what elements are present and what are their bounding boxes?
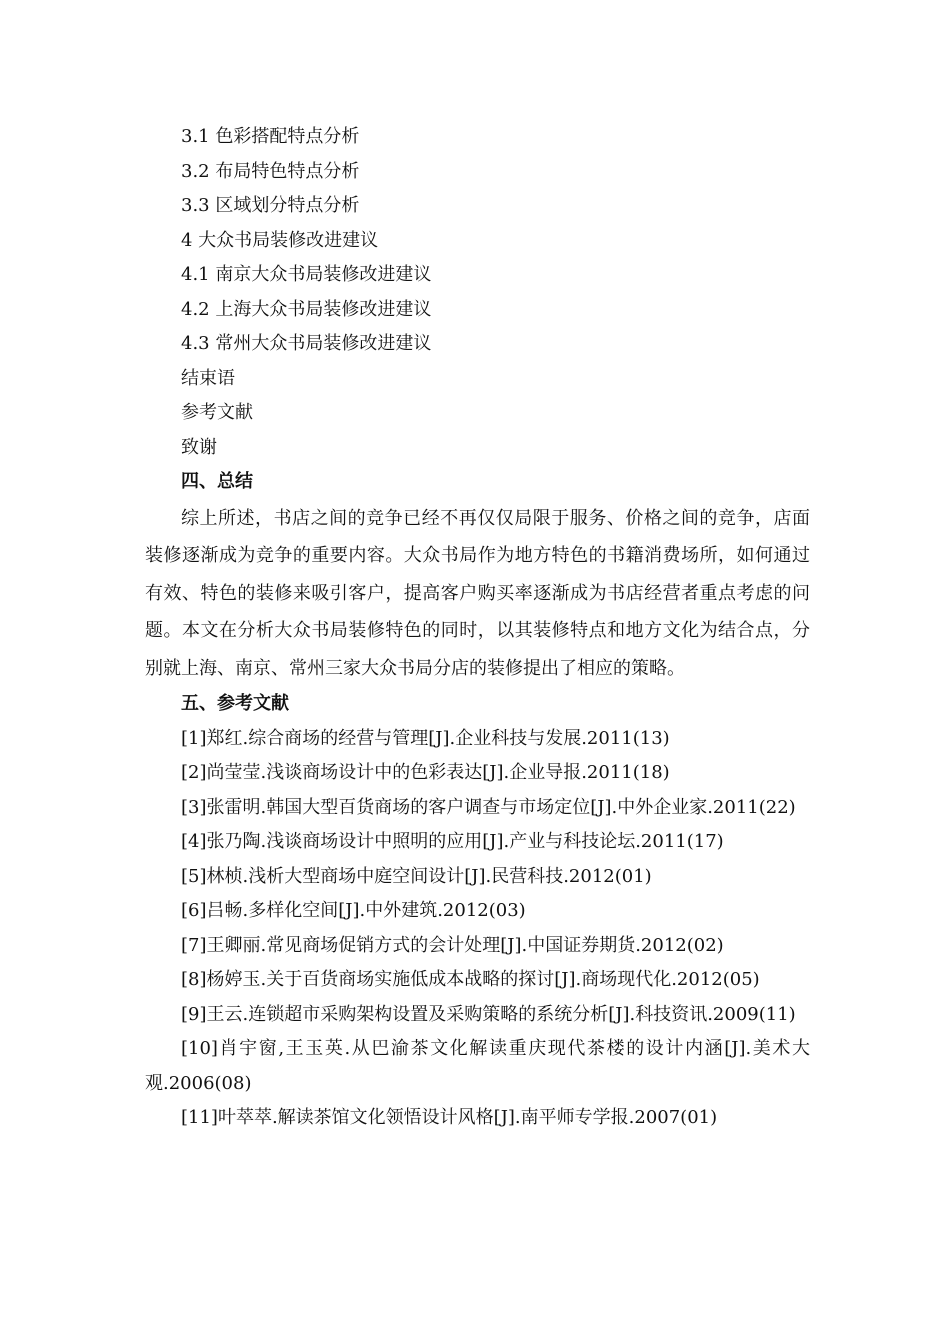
- toc-item-4-1: 4.1 南京大众书局装修改进建议: [181, 264, 432, 285]
- reference-item: [7]王卿丽.常见商场促销方式的会计处理[J].中国证券期货.2012(02): [181, 934, 724, 956]
- reference-item: [1]郑红.综合商场的经营与管理[J].企业科技与发展.2011(13): [181, 727, 670, 749]
- toc-item-4-2: 4.2 上海大众书局装修改进建议: [181, 298, 432, 320]
- reference-item: [6]吕畅.多样化空间[J].中外建筑.2012(03): [181, 900, 526, 921]
- document-page: [145, 120, 810, 1136]
- toc-item-4-3: 4.3 常州大众书局装修改进建议: [181, 333, 432, 354]
- toc-item-3-1: 3.1 色彩搭配特点分析: [181, 126, 360, 147]
- toc-item-conclusion: 结束语: [181, 367, 235, 389]
- toc-item-references: 参考文献: [181, 402, 253, 423]
- toc-item-4: 4 大众书局装修改进建议: [181, 229, 379, 251]
- reference-item: [9]王云.连锁超市采购架构设置及采购策略的系统分析[J].科技资讯.2009(11): [181, 1003, 796, 1025]
- reference-item: [11]叶萃萃.解读茶馆文化领悟设计风格[J].南平师专学报.2007(01): [181, 1107, 718, 1128]
- toc-item-acknowledgements: 致谢: [181, 436, 217, 458]
- reference-list: [145, 722, 810, 1136]
- reference-item: [10]肖宇窗,王玉英.从巴渝茶文化解读重庆现代茶楼的设计内涵[J].美术大观.2006(08): [145, 1038, 810, 1094]
- summary-heading: 四、总结: [181, 471, 253, 492]
- reference-item: [5]林桢.浅析大型商场中庭空间设计[J].民营科技.2012(01): [181, 865, 652, 887]
- references-heading: 五、参考文献: [181, 693, 289, 714]
- toc-item-3-2: 3.2 布局特色特点分析: [181, 160, 360, 182]
- toc-item-3-3: 3.3 区域划分特点分析: [181, 195, 360, 216]
- reference-item: [2]尚莹莹.浅谈商场设计中的色彩表达[J].企业导报.2011(18): [181, 762, 670, 783]
- reference-item: [3]张雷明.韩国大型百货商场的客户调查与市场定位[J].中外企业家.2011(22): [181, 796, 796, 818]
- reference-item: [8]杨婷玉.关于百货商场实施低成本战略的探讨[J].商场现代化.2012(05): [181, 969, 760, 990]
- reference-item: [4]张乃陶.浅谈商场设计中照明的应用[J].产业与科技论坛.2011(17): [181, 831, 724, 852]
- table-of-contents: [145, 120, 810, 465]
- summary-paragraph: 综上所述，书店之间的竞争已经不再仅仅局限于服务、价格之间的竞争，店面装修逐渐成为竞争的重要内容。大众书局作为地方特色的书籍消费场所，如何通过有效、特色的装修来吸引客户，提高客户购买率逐渐成为书店经营者重点考虑的问题。本文在分析大众书局装修特色的同时，以其装修特点和地方文化为结合点，分别就上海、南京、常州三家大众书局分店的装修提出了相应的策略。: [145, 507, 810, 679]
